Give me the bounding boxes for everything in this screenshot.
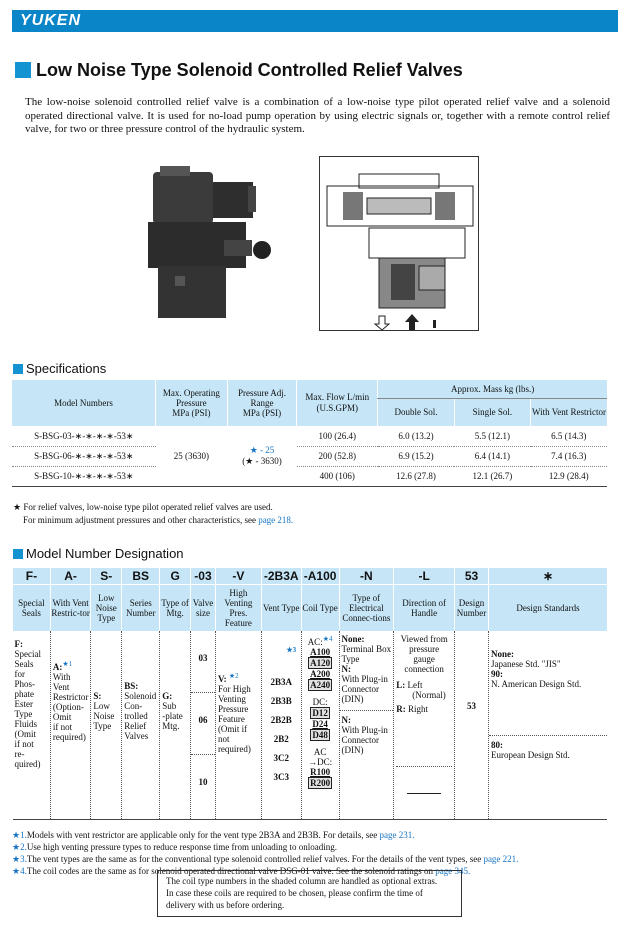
code-design: 53 bbox=[455, 568, 489, 584]
code-g: G bbox=[160, 568, 191, 584]
coil-a200: A200 bbox=[310, 669, 331, 679]
double-cell: 6.9 (15.2) bbox=[378, 446, 454, 466]
footnote-link[interactable]: page 345. bbox=[435, 866, 471, 876]
vent-3c3: 3C3 bbox=[273, 772, 289, 782]
opt-g bbox=[160, 631, 191, 819]
opt-design-number: 53 bbox=[455, 631, 489, 819]
opt-f-line: Special bbox=[14, 649, 41, 659]
vent-2b2b: 2B2B bbox=[270, 715, 292, 725]
notice-line: In case these coils are required to be chosen, please confirm the time of bbox=[166, 888, 423, 898]
opt-v-line: Feature bbox=[217, 714, 245, 724]
footnote-text: The vent types are the same as for the conventional type solenoid controlled relief valves. For the details of the vent types, see bbox=[26, 854, 484, 864]
vent-cell: 6.5 (14.3) bbox=[531, 426, 607, 446]
coil-a240: A240 bbox=[310, 680, 331, 690]
opt-f-line: Fluids bbox=[14, 719, 38, 729]
coil-a120: A120 bbox=[310, 658, 331, 668]
opt-f-line: for bbox=[14, 669, 25, 679]
spec-note-1-text: ★ For relief valves, low-noise type pilot operated relief valves are used. bbox=[13, 502, 273, 512]
spec-note-1 bbox=[13, 501, 273, 513]
opt-std bbox=[489, 631, 607, 819]
opt-v bbox=[215, 631, 261, 819]
label-special-seals: Special Seals bbox=[13, 584, 51, 631]
footnote-3 bbox=[12, 853, 612, 865]
spec-heading: Specifications bbox=[26, 361, 107, 376]
footnote-text: The coil codes are the same as for solenoid operated directional valve DSG-01 valve. See the solenoid ratings on bbox=[26, 866, 436, 876]
footnote-link[interactable]: page 221. bbox=[483, 854, 519, 864]
brand-bar bbox=[12, 10, 618, 32]
notice-line: delivery with us before ordering. bbox=[166, 900, 285, 910]
handle-left-desc: Left bbox=[407, 680, 423, 690]
opt-s-line: Noise bbox=[93, 711, 115, 721]
code-f: F- bbox=[13, 568, 51, 584]
footnote-mark: ★2. bbox=[12, 842, 27, 852]
col-pressure-unit: MPa (PSI) bbox=[172, 407, 211, 418]
title-marker bbox=[15, 62, 31, 78]
flow-cell: 100 (26.4) bbox=[297, 426, 378, 446]
coil-ac-label: AC: bbox=[307, 637, 323, 647]
col-flow-header: Max. Flow L/min (U.S.GPM) bbox=[297, 380, 378, 426]
label-elec-conn: Type of Electrical Connec-tions bbox=[339, 584, 394, 631]
footnote-mark: ★4. bbox=[12, 866, 27, 876]
opt-size bbox=[191, 631, 216, 819]
opt-f-line: quired) bbox=[14, 759, 41, 769]
opt-s-line: Type bbox=[93, 721, 112, 731]
col-double-header: Double Sol. bbox=[378, 398, 454, 426]
std-none-code: None: bbox=[491, 649, 515, 659]
opt-a-line: if not bbox=[52, 722, 73, 732]
code-s: S- bbox=[91, 568, 122, 584]
code-vent: -2B3A bbox=[261, 568, 301, 584]
opt-s bbox=[91, 631, 122, 819]
opt-a-line: (Option- bbox=[52, 702, 84, 712]
opt-a-line: required) bbox=[52, 732, 86, 742]
star-1: ★1 bbox=[62, 660, 73, 668]
opt-bs-code: BS: bbox=[124, 681, 139, 691]
code-row bbox=[13, 568, 608, 584]
coil-r100: R100 bbox=[310, 767, 331, 777]
opt-v-line: For High bbox=[217, 684, 251, 694]
spec-note-2-link[interactable]: page 218. bbox=[258, 515, 294, 525]
footnote-2 bbox=[12, 841, 612, 853]
opt-a-line: Vent bbox=[52, 682, 70, 692]
vent-cell: 12.9 (28.4) bbox=[531, 466, 607, 486]
elec-n2-desc: With Plug-in Connector (DIN) bbox=[341, 725, 388, 755]
pressure-cell: 25 (3630) bbox=[156, 426, 228, 486]
opt-a-line: Restrictor bbox=[52, 692, 89, 702]
opt-s-code: S: bbox=[93, 691, 102, 701]
intro-paragraph: The low-noise solenoid controlled relief valve is a combination of a low-noise type pilot operated relief valve and a solenoid operated directional valve. It is used for no-load pump operation by using electric signals or, together with a remote control relief valve, for two or three pressure control of the hydraulic system. bbox=[25, 96, 610, 135]
adj-value-1: ★ - 25 bbox=[249, 445, 275, 455]
elec-n2-code: N: bbox=[341, 715, 351, 725]
col-mass-header: Approx. Mass kg (lbs.) bbox=[378, 380, 607, 398]
vent-2b3b: 2B3B bbox=[270, 696, 292, 706]
opt-g-line: -plate bbox=[162, 711, 183, 721]
handle-right-desc: Right bbox=[407, 704, 428, 714]
spec-note-2-text: For minimum adjustment pressures and other characteristics, see bbox=[23, 515, 259, 525]
spec-note-2 bbox=[23, 514, 293, 526]
coil-d24: D24 bbox=[312, 719, 328, 729]
single-cell: 6.4 (14.1) bbox=[454, 446, 530, 466]
code-std: ∗ bbox=[489, 568, 607, 584]
yuken-logo: YUKEN bbox=[20, 12, 82, 29]
designation-marker bbox=[13, 549, 23, 559]
opt-a-line: Omit bbox=[52, 712, 72, 722]
label-row bbox=[13, 584, 608, 631]
size-10: 10 bbox=[198, 777, 208, 787]
label-high-venting: High Venting Pres. Feature bbox=[215, 584, 261, 631]
size-03: 03 bbox=[191, 631, 215, 693]
footnote-text: Models with vent restrictor are applicable only for the vent type 2B3A and 2B3B. For details, see bbox=[26, 830, 380, 840]
opt-bs-line: Con- bbox=[124, 701, 143, 711]
opt-a-code: A: bbox=[52, 662, 63, 672]
opt-handle bbox=[394, 631, 455, 819]
code-a: A- bbox=[50, 568, 91, 584]
label-vent-type: Vent Type bbox=[261, 584, 301, 631]
opt-f-line: re- bbox=[14, 749, 25, 759]
opt-a-line: With bbox=[52, 672, 71, 682]
opt-f-line: phate bbox=[14, 689, 34, 699]
elec-n1-code: N: bbox=[341, 664, 351, 674]
size-06: 06 bbox=[191, 693, 215, 755]
valve-photo bbox=[130, 156, 290, 331]
flow-cell: 400 (106) bbox=[297, 466, 378, 486]
opt-v-line: (Omit if bbox=[217, 724, 248, 734]
col-adj-label: Pressure Adj. Range bbox=[238, 387, 287, 408]
adj-value-2: (★ - 3630) bbox=[242, 456, 282, 466]
label-coil-type: Coil Type bbox=[301, 584, 339, 631]
vent-2b2: 2B2 bbox=[273, 734, 289, 744]
handle-none-dash bbox=[407, 793, 441, 794]
double-cell: 12.6 (27.8) bbox=[378, 466, 454, 486]
designation-heading: Model Number Designation bbox=[26, 546, 184, 561]
vent-3c2: 3C2 bbox=[273, 753, 289, 763]
coil-a100: A100 bbox=[310, 647, 331, 657]
handle-viewed: Viewed from pressure gauge connection bbox=[400, 634, 448, 674]
opt-f-line: Seals bbox=[14, 659, 34, 669]
label-design-std: Design Standards bbox=[489, 584, 607, 631]
opt-g-line: Sub bbox=[162, 701, 177, 711]
opt-f-line: Ester bbox=[14, 699, 33, 709]
opt-s-line: Low bbox=[93, 701, 110, 711]
flow-cell: 200 (52.8) bbox=[297, 446, 378, 466]
designation-table bbox=[12, 568, 607, 820]
label-design-number: Design Number bbox=[455, 584, 489, 631]
notice-box bbox=[157, 870, 462, 917]
star-2: ★2 bbox=[228, 672, 239, 680]
model-cell: S-BSG-10-∗-∗-∗-∗-53∗ bbox=[12, 466, 156, 486]
coil-d12: D12 bbox=[312, 708, 328, 718]
single-cell: 5.5 (12.1) bbox=[454, 426, 530, 446]
model-cell: S-BSG-06-∗-∗-∗-∗-53∗ bbox=[12, 446, 156, 466]
std-90-desc: N. American Design Std. bbox=[491, 679, 582, 689]
footnote-1 bbox=[12, 829, 612, 841]
opt-v-line: not bbox=[217, 734, 230, 744]
opt-f-line: (Omit bbox=[14, 729, 36, 739]
label-low-noise: Low Noise Type bbox=[91, 584, 122, 631]
std-80-desc: European Design Std. bbox=[491, 750, 570, 760]
col-adj-unit: MPa (PSI) bbox=[242, 407, 282, 418]
opt-v-line: Venting bbox=[217, 694, 246, 704]
code-v: -V bbox=[215, 568, 261, 584]
code-coil: -A100 bbox=[301, 568, 339, 584]
vent-cell: 7.4 (16.3) bbox=[531, 446, 607, 466]
opt-bs-line: trolled bbox=[124, 711, 148, 721]
opt-vent-type bbox=[261, 631, 301, 819]
std-80-code: 80: bbox=[491, 740, 504, 750]
adj-cell bbox=[227, 426, 296, 486]
star-4: ★4 bbox=[322, 635, 333, 643]
elec-none-code: None: bbox=[341, 634, 365, 644]
col-pressure-header bbox=[156, 380, 228, 426]
opt-a bbox=[50, 631, 91, 819]
opt-f-line: if not bbox=[14, 739, 34, 749]
coil-r200: R200 bbox=[310, 778, 331, 788]
opt-f-code: F: bbox=[14, 639, 23, 649]
elec-none-desc: Terminal Box Type bbox=[341, 644, 392, 664]
table-row bbox=[12, 446, 607, 466]
opt-v-line: Pressure bbox=[217, 704, 249, 714]
footnote-mark: ★1. bbox=[12, 830, 27, 840]
table-row bbox=[12, 426, 607, 446]
opt-f-line: Type bbox=[14, 709, 33, 719]
elec-n1-desc: With Plug-in Connector (DIN) bbox=[341, 674, 388, 704]
opt-f bbox=[13, 631, 51, 819]
double-cell: 6.0 (13.2) bbox=[378, 426, 454, 446]
opt-f-line: Phos- bbox=[14, 679, 36, 689]
opt-bs bbox=[122, 631, 160, 819]
table-row bbox=[12, 466, 607, 486]
coil-acdc-label: AC bbox=[313, 747, 327, 757]
code-bs: BS bbox=[122, 568, 160, 584]
label-series: Series Number bbox=[122, 584, 160, 631]
footnote-link[interactable]: page 231. bbox=[379, 830, 415, 840]
vent-2b3a: 2B3A bbox=[270, 677, 292, 687]
label-vent-restrictor: With Vent Restric-tor bbox=[50, 584, 91, 631]
model-cell: S-BSG-03-∗-∗-∗-∗-53∗ bbox=[12, 426, 156, 446]
opt-bs-line: Relief bbox=[124, 721, 147, 731]
footnote-mark: ★3. bbox=[12, 854, 27, 864]
col-single-header: Single Sol. bbox=[454, 398, 530, 426]
col-pressure-label: Max. Operating Pressure bbox=[162, 387, 220, 408]
footnote-text: Use high venting pressure types to reduce response time from unloading to onloading. bbox=[26, 842, 338, 852]
coil-acdc-label-2: →DC: bbox=[308, 757, 333, 767]
opt-g-line: Mtg. bbox=[162, 721, 180, 731]
opt-g-code: G: bbox=[162, 691, 173, 701]
std-none-desc: Japanese Std. "JIS" bbox=[491, 659, 561, 669]
label-size: Valve size bbox=[191, 584, 216, 631]
opt-bs-line: Solenoid bbox=[124, 691, 157, 701]
opt-coil bbox=[301, 631, 339, 819]
notice-line: The coil type numbers in the shaded column are handled as optional extras. bbox=[166, 876, 438, 886]
coil-dc-label: DC: bbox=[312, 697, 328, 707]
opt-elec bbox=[339, 631, 394, 819]
opt-bs-line: Valves bbox=[124, 731, 149, 741]
options-row bbox=[13, 631, 608, 819]
col-model-header: Model Numbers bbox=[12, 380, 156, 426]
handle-right-code: R: bbox=[396, 704, 406, 714]
opt-v-code: V: bbox=[217, 674, 227, 684]
code-handle: -L bbox=[394, 568, 455, 584]
page-title: Low Noise Type Solenoid Controlled Relief Valves bbox=[36, 60, 463, 80]
coil-d48: D48 bbox=[312, 730, 328, 740]
handle-normal: (Normal) bbox=[412, 690, 446, 700]
opt-v-line: required) bbox=[217, 744, 251, 754]
col-vent-header: With Vent Restrictor bbox=[531, 398, 607, 426]
single-cell: 12.1 (26.7) bbox=[454, 466, 530, 486]
std-90-code: 90: bbox=[491, 669, 504, 679]
label-mtg: Type of Mtg. bbox=[160, 584, 191, 631]
label-handle: Direction of Handle bbox=[394, 584, 455, 631]
sectional-drawing bbox=[319, 156, 479, 331]
spec-table bbox=[12, 380, 607, 487]
code-size: -03 bbox=[191, 568, 216, 584]
code-elec: -N bbox=[339, 568, 394, 584]
handle-left-code: L: bbox=[396, 680, 406, 690]
col-adj-header bbox=[227, 380, 296, 426]
star-3: ★3 bbox=[286, 646, 297, 654]
spec-marker bbox=[13, 364, 23, 374]
